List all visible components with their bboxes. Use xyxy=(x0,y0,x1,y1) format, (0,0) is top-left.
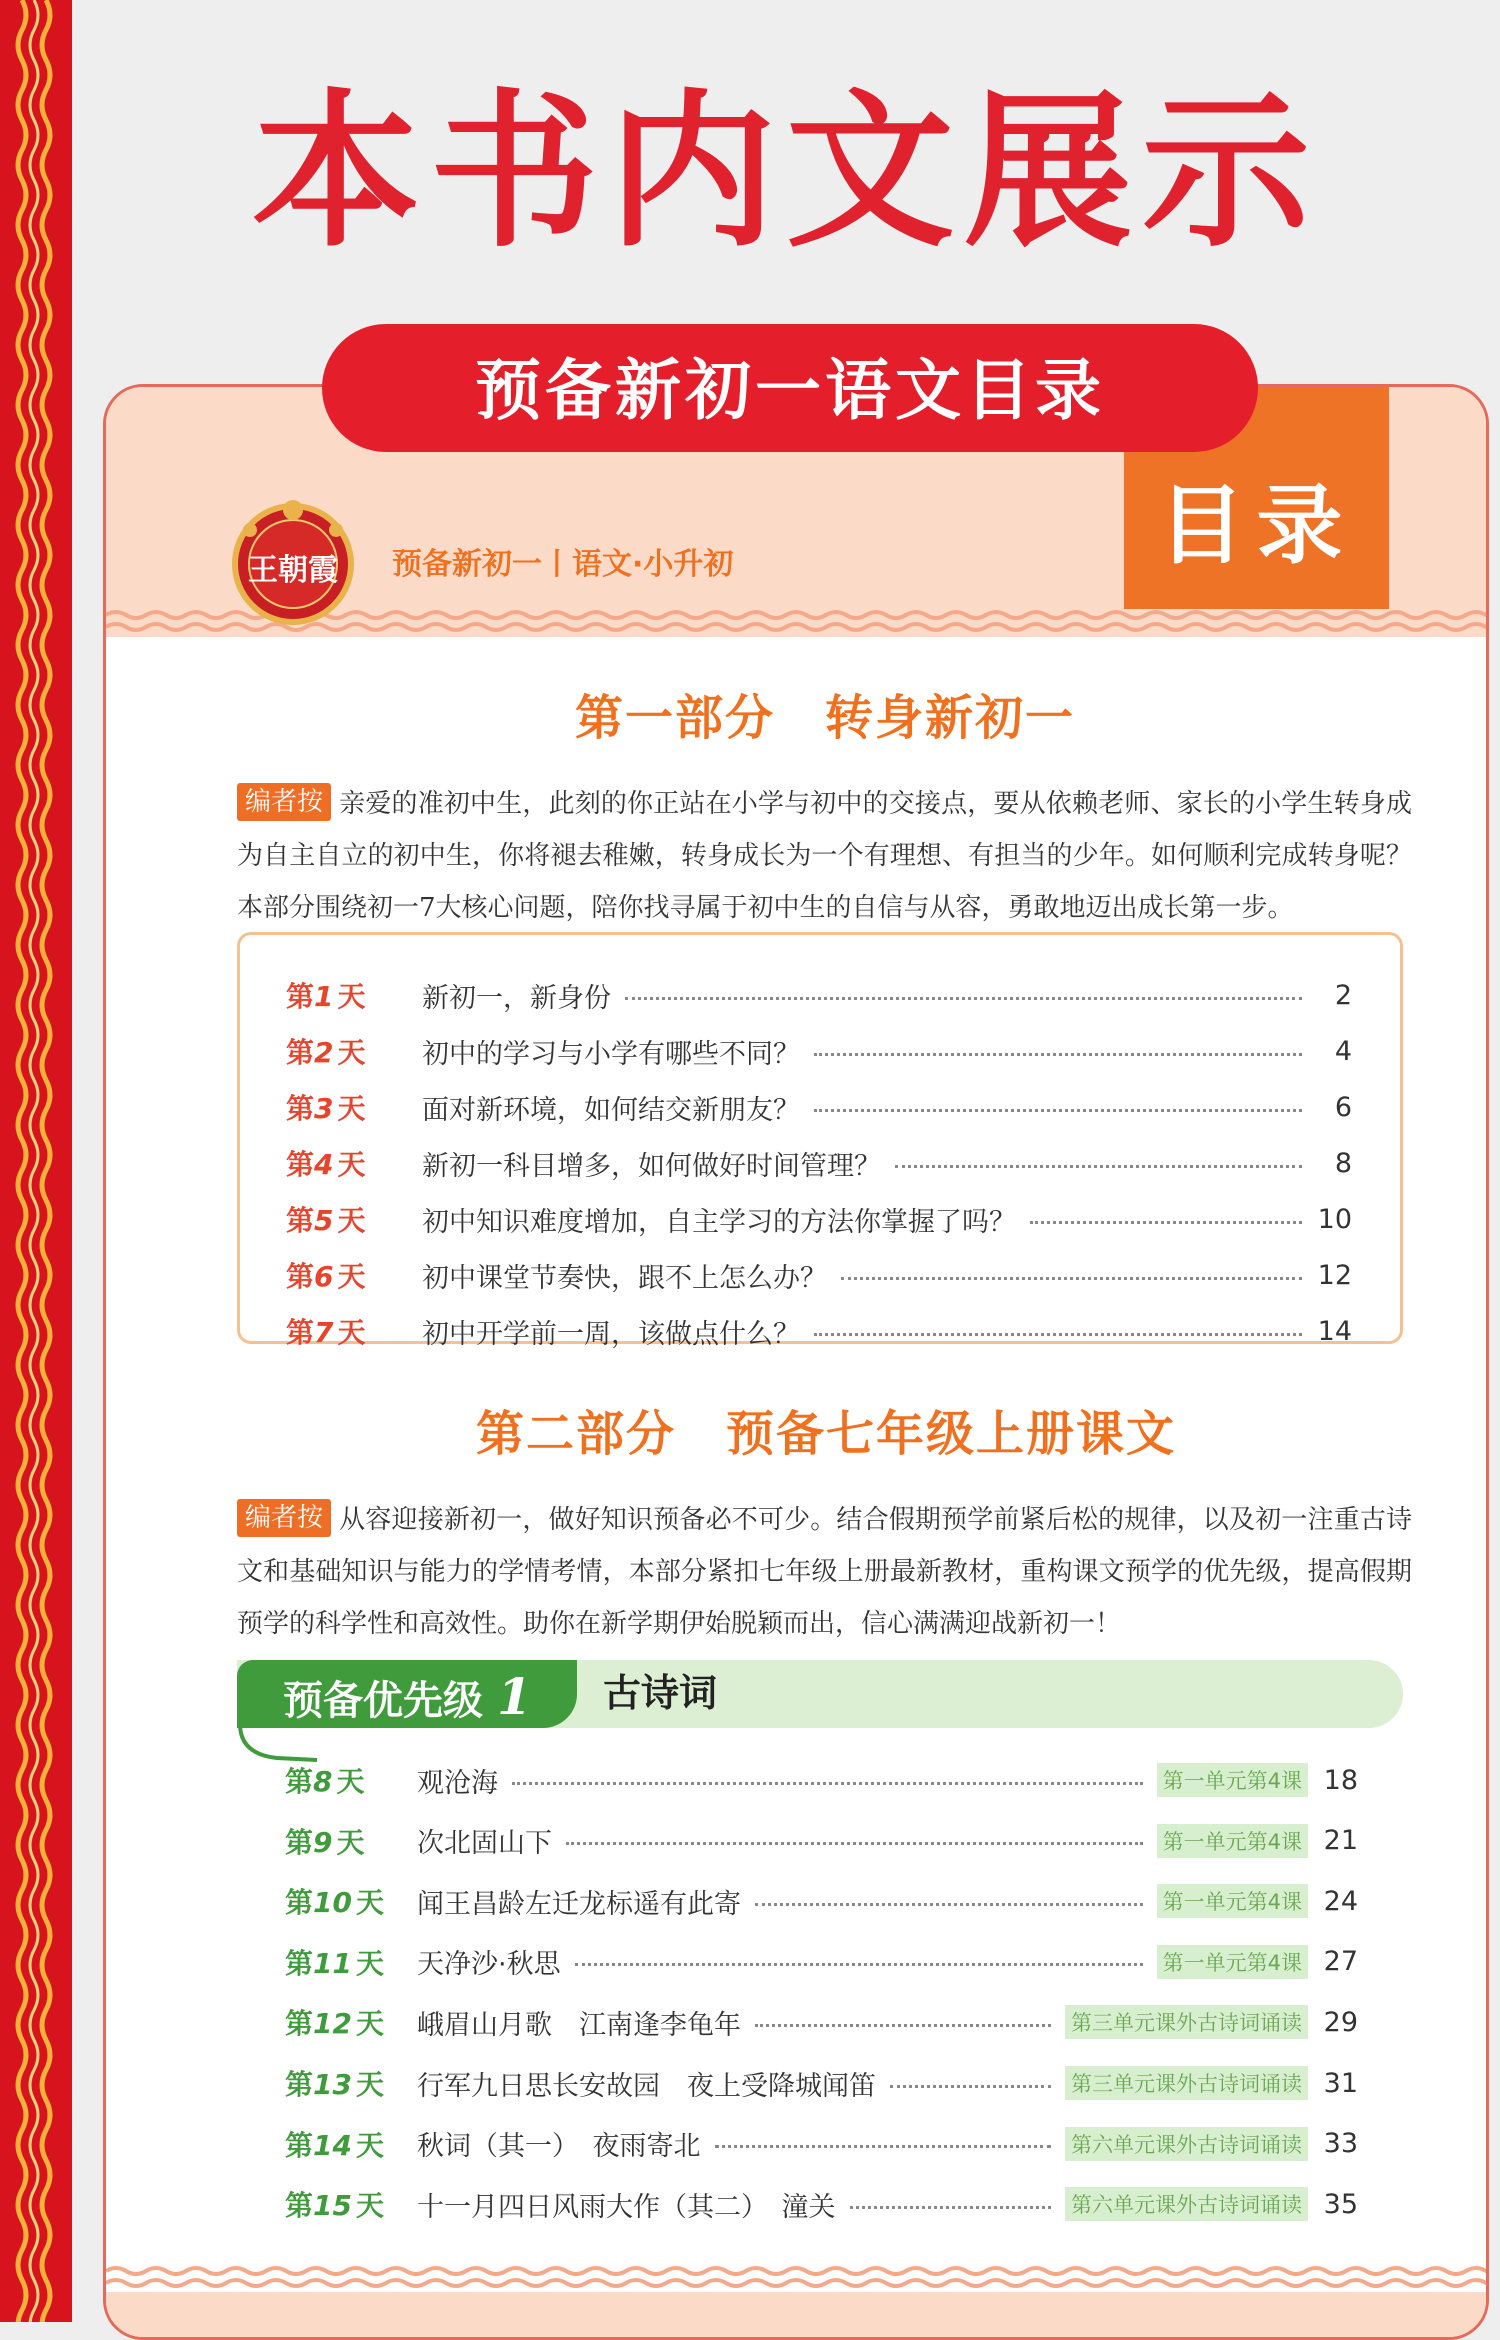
toc-title: 峨眉山月歌 江南逢李龟年 xyxy=(417,2009,741,2041)
toc-day: 第12 天 xyxy=(285,2007,384,2041)
footer-wave-divider xyxy=(106,2257,1486,2297)
toc-page-number: 14 xyxy=(1317,1315,1352,1347)
toc-row[interactable] xyxy=(285,1873,1358,1929)
toc-page-number: 18 xyxy=(1323,1764,1358,1796)
toc-row[interactable] xyxy=(240,1303,1400,1359)
toc-day: 第8 天 xyxy=(285,1765,365,1798)
toc-page-number: 8 xyxy=(1334,1147,1352,1179)
toc-title: 初中开学前一周，该做点什么？ xyxy=(422,1318,800,1350)
toc-day: 第14 天 xyxy=(285,2128,384,2162)
toc-title: 次北固山下 xyxy=(417,1828,552,1860)
toc-title: 新初一，新身份 xyxy=(422,982,611,1014)
toc-row[interactable] xyxy=(285,1752,1358,1808)
toc-row[interactable] xyxy=(285,1994,1358,2050)
toc-tab-label: 目录 xyxy=(1158,476,1355,576)
toc-leader-dots xyxy=(575,1963,1143,1966)
toc-row[interactable] xyxy=(240,1247,1400,1303)
toc-day: 第5 天 xyxy=(286,1204,366,1237)
toc-unit-tag: 第三单元课外古诗词诵读 xyxy=(1065,2066,1308,2100)
toc-title: 面对新环境，如何结交新朋友？ xyxy=(422,1094,800,1126)
toc-unit-tag: 第三单元课外古诗词诵读 xyxy=(1065,2005,1308,2039)
toc-leader-dots xyxy=(890,2085,1051,2088)
toc-day: 第9 天 xyxy=(285,1825,365,1859)
toc-leader-dots xyxy=(850,2206,1052,2209)
toc-leader-dots xyxy=(895,1165,1302,1168)
toc-row[interactable] xyxy=(285,1813,1358,1869)
toc-leader-dots xyxy=(566,1842,1143,1845)
toc-leader-dots xyxy=(715,2145,1052,2148)
toc-page-number: 27 xyxy=(1323,1946,1358,1978)
part2-note-text: 从容迎接新初一，做好知识预备必不可少。结合假期预学前紧后松的规律，以及初一注重古诗文和基础知识与能力的学情考情，本部分紧扣七年级上册最新教材，重构课文预学的优先级，提高假期预学的科学性和高效性。助你在新学期伊始脱颖而出，信心满满迎战新初一！ xyxy=(237,1505,1412,1639)
toc-unit-tag: 第六单元课外古诗词诵读 xyxy=(1065,2127,1308,2161)
toc-page-number: 21 xyxy=(1323,1825,1358,1857)
toc-day: 第13 天 xyxy=(285,2068,384,2101)
part1-note xyxy=(237,778,1412,934)
toc-day: 第3 天 xyxy=(286,1092,366,1125)
toc-leader-dots xyxy=(841,1277,1302,1280)
toc-row[interactable] xyxy=(285,2116,1358,2172)
toc-page-number: 35 xyxy=(1323,2188,1358,2220)
toc-leader-dots xyxy=(814,1333,1302,1336)
ribbon-wave-pattern xyxy=(0,0,72,2322)
toc-title: 新初一科目增多，如何做好时间管理？ xyxy=(422,1150,881,1182)
toc-title: 初中的学习与小学有哪些不同？ xyxy=(422,1038,800,1070)
toc-page-number: 2 xyxy=(1334,979,1352,1011)
toc-title: 秋词（其一） 夜雨寄北 xyxy=(417,2131,701,2163)
toc-row[interactable] xyxy=(240,967,1400,1023)
toc-unit-tag: 第一单元第4课 xyxy=(1157,1824,1308,1858)
toc-title: 天净沙·秋思 xyxy=(417,1949,561,1981)
toc-page-number: 33 xyxy=(1323,2128,1358,2160)
toc-page-number: 4 xyxy=(1334,1035,1352,1067)
toc-leader-dots xyxy=(814,1053,1302,1056)
toc-day: 第11 天 xyxy=(285,1946,384,1980)
toc-day: 第6 天 xyxy=(286,1260,366,1293)
toc-title: 初中课堂节奏快，跟不上怎么办？ xyxy=(422,1262,827,1294)
priority-category: 古诗词 xyxy=(603,1671,718,1715)
left-ribbon-decoration xyxy=(0,0,72,2322)
brand-tagline: 预备新初一丨语文·小升初 xyxy=(392,547,734,582)
toc-leader-dots xyxy=(625,997,1302,1000)
part2-title: 第二部分 预备七年级上册课文 xyxy=(476,1406,1177,1462)
part1-toc-box xyxy=(237,932,1403,1350)
toc-title: 十一月四日风雨大作（其二） 潼关 xyxy=(417,2191,836,2223)
part1-note-text: 亲爱的准初中生，此刻的你正站在小学与初中的交接点，要从依赖老师、家长的小学生转身成为自主自立的初中生，你将褪去稚嫩，转身成长为一个有理想、有担当的少年。如何顺利完成转身呢？本部分围绕初一7大核心问题，陪你找寻属于初中生的自信与从容，勇敢地迈出成长第一步。 xyxy=(237,789,1412,923)
card-footer-band xyxy=(106,2292,1486,2340)
page-title: 本书内文展示 xyxy=(252,74,1320,270)
section-banner-title: 预备新初一语文目录 xyxy=(475,352,1105,429)
priority-label-text: 预备优先级 xyxy=(283,1678,483,1724)
toc-unit-tag: 第一单元第4课 xyxy=(1157,1884,1308,1918)
toc-title: 行军九日思长安故园 夜上受降城闻笛 xyxy=(417,2070,876,2102)
toc-day: 第10 天 xyxy=(285,1886,384,1920)
part1-note-badge: 编者按 xyxy=(237,783,331,821)
toc-page-number: 10 xyxy=(1317,1203,1352,1235)
toc-row[interactable] xyxy=(285,2055,1358,2111)
toc-leader-dots xyxy=(755,2024,1051,2027)
toc-unit-tag: 第六单元课外古诗词诵读 xyxy=(1065,2187,1308,2221)
part1-title: 第一部分 转身新初一 xyxy=(575,690,1076,746)
toc-day: 第4 天 xyxy=(286,1148,366,1181)
toc-row[interactable] xyxy=(240,1079,1400,1135)
priority-label xyxy=(283,1667,532,1726)
toc-page-number: 29 xyxy=(1323,2006,1358,2038)
toc-row[interactable] xyxy=(285,2176,1358,2232)
toc-leader-dots xyxy=(1030,1221,1302,1224)
toc-page-number: 12 xyxy=(1317,1259,1352,1291)
toc-unit-tag: 第一单元第4课 xyxy=(1157,1945,1308,1979)
part2-note-badge: 编者按 xyxy=(237,1499,331,1537)
toc-row[interactable] xyxy=(240,1191,1400,1247)
brand-logo-text: 王朝霞 xyxy=(248,553,338,588)
toc-title: 观沧海 xyxy=(417,1767,498,1799)
toc-day: 第1 天 xyxy=(286,980,366,1013)
toc-leader-dots xyxy=(512,1782,1143,1785)
toc-page-number: 6 xyxy=(1334,1091,1352,1123)
toc-day: 第15 天 xyxy=(285,2189,384,2223)
toc-day: 第7 天 xyxy=(286,1316,366,1349)
toc-page-number: 24 xyxy=(1323,1885,1358,1917)
toc-row[interactable] xyxy=(285,1934,1358,1990)
part2-note xyxy=(237,1494,1412,1650)
toc-unit-tag: 第一单元第4课 xyxy=(1157,1763,1308,1797)
toc-day: 第2 天 xyxy=(286,1036,366,1069)
toc-leader-dots xyxy=(814,1109,1302,1112)
toc-title: 闻王昌龄左迁龙标遥有此寄 xyxy=(417,1888,741,1920)
toc-title: 初中知识难度增加，自主学习的方法你掌握了吗？ xyxy=(422,1206,1016,1238)
toc-row[interactable] xyxy=(240,1023,1400,1079)
toc-leader-dots xyxy=(755,1903,1143,1906)
part2-toc-list xyxy=(285,1752,1358,2232)
toc-page-number: 31 xyxy=(1323,2067,1358,2099)
toc-row[interactable] xyxy=(240,1135,1400,1191)
priority-number: 1 xyxy=(496,1667,532,1726)
